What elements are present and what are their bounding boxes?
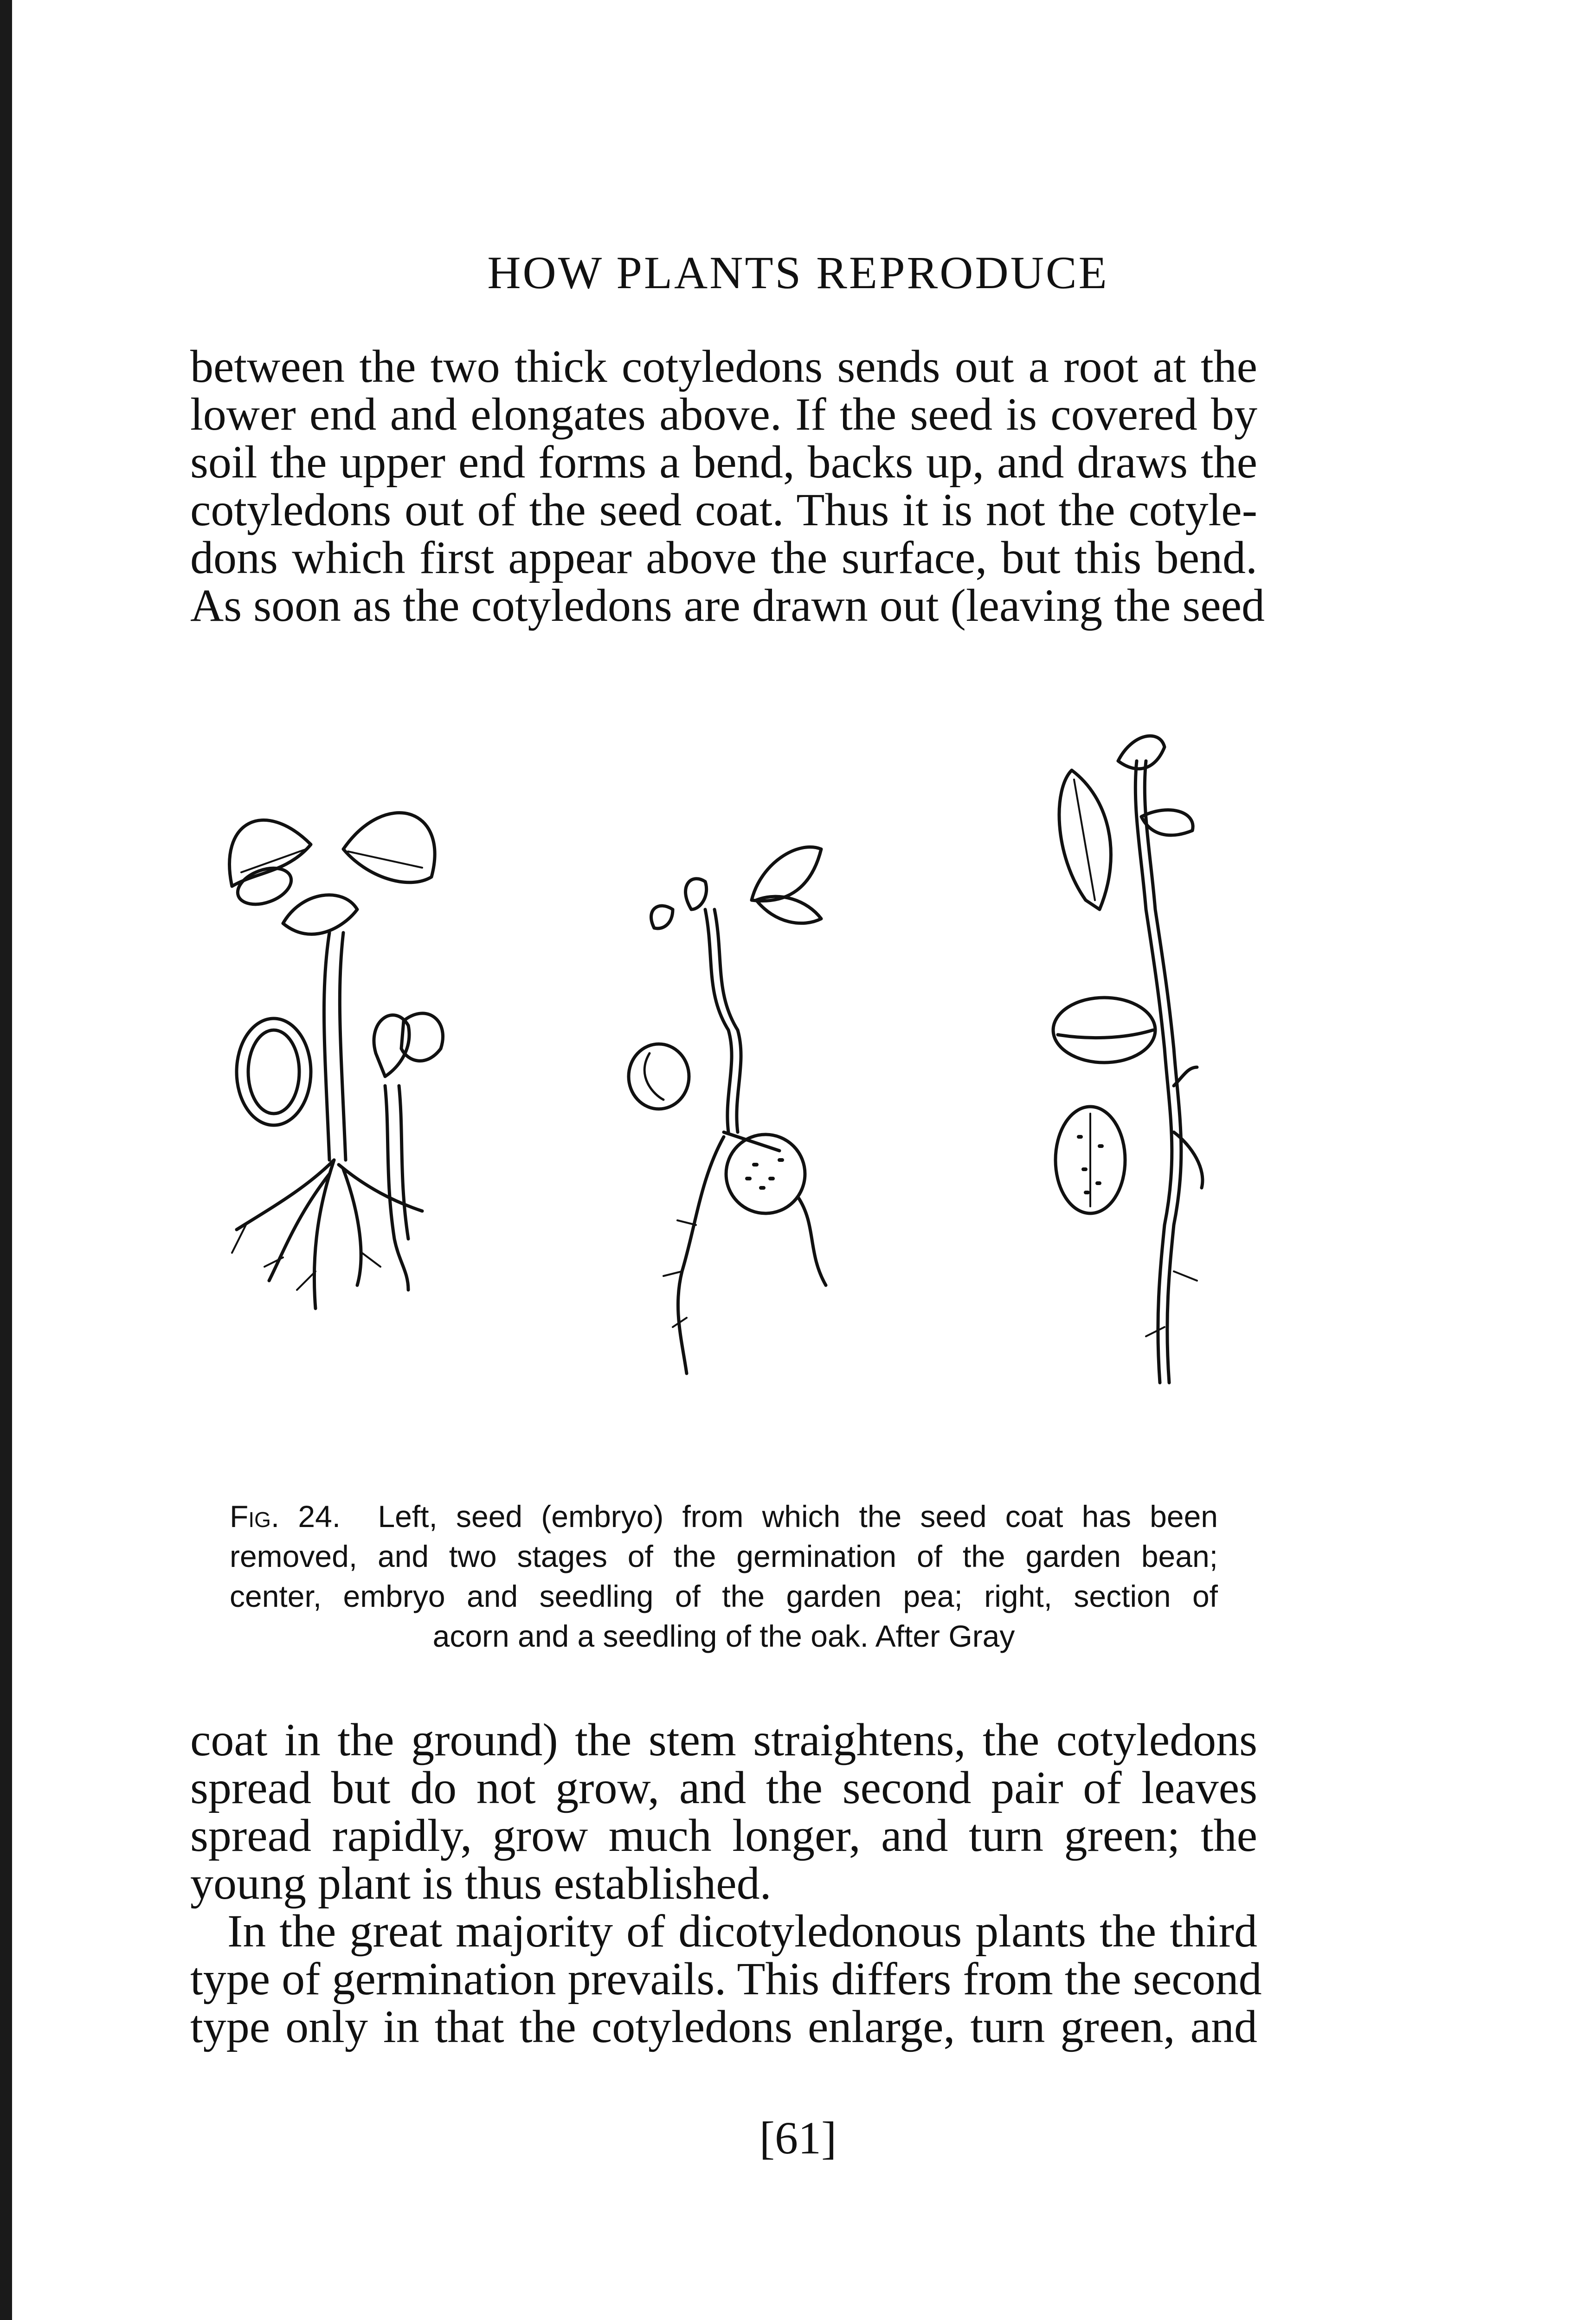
text-line: dons which first appear above the surface, but this bend. bbox=[190, 532, 1257, 583]
text-line: soil the upper end forms a bend, backs up, and draws the bbox=[190, 436, 1257, 488]
text-line: spread rapidly, grow much longer, and turn green; the bbox=[190, 1810, 1257, 1861]
text-line: coat in the ground) the stem straightens, the cotyledons bbox=[190, 1714, 1257, 1766]
bean-cotyledon bbox=[233, 862, 296, 911]
bean-leaf-right bbox=[343, 813, 435, 883]
oak-acorn bbox=[1053, 998, 1155, 1063]
bean-leaf-left bbox=[230, 820, 311, 886]
page-number: [61] bbox=[759, 2112, 837, 2164]
text-line: type only in that the cotyledons enlarge, turn green, and bbox=[190, 2001, 1257, 2052]
top-paragraph bbox=[190, 341, 1265, 631]
figure-caption bbox=[230, 1496, 1218, 1656]
pea-leaf bbox=[752, 847, 821, 901]
caption-line: center, embryo and seedling of the garden pea; right, section of bbox=[230, 1579, 1218, 1613]
oak-seedling-drawing bbox=[1053, 736, 1203, 1383]
figure-germination-illustration bbox=[190, 668, 1257, 1466]
text-line: In the great majority of dicotyledonous plants the third bbox=[227, 1905, 1257, 1957]
text-line: cotyledons out of the seed coat. Thus it is not the cotyle- bbox=[190, 484, 1257, 535]
scan-edge bbox=[0, 0, 12, 2320]
text-line: lower end and elongates above. If the seed is covered by bbox=[190, 388, 1257, 440]
caption-line: acorn and a seedling of the oak. After Gray bbox=[432, 1619, 1015, 1653]
text-line: As soon as the cotyledons are drawn out (leaving the seed bbox=[190, 580, 1265, 631]
pea-seedling-drawing bbox=[629, 847, 826, 1373]
text-line: spread but do not grow, and the second pair of leaves bbox=[190, 1762, 1257, 1813]
pea-embryo-seed bbox=[629, 1044, 689, 1109]
text-line: between the two thick cotyledons sends out a root at the bbox=[190, 341, 1257, 392]
caption-line bbox=[230, 1496, 1218, 1536]
running-head: HOW PLANTS REPRODUCE bbox=[487, 247, 1109, 298]
caption-line-text: Left, seed (embryo) from which the seed coat has been bbox=[378, 1499, 1218, 1534]
figure-label: Fig. 24. bbox=[230, 1499, 341, 1534]
bean-seedling-drawing bbox=[230, 813, 443, 1308]
text-line: young plant is thus established. bbox=[190, 1857, 772, 1909]
text-line: type of germination prevails. This differs from the second bbox=[190, 1953, 1262, 2004]
caption-line: removed, and two stages of the germination of the garden bean; bbox=[230, 1539, 1218, 1573]
bottom-paragraph bbox=[190, 1714, 1262, 2052]
